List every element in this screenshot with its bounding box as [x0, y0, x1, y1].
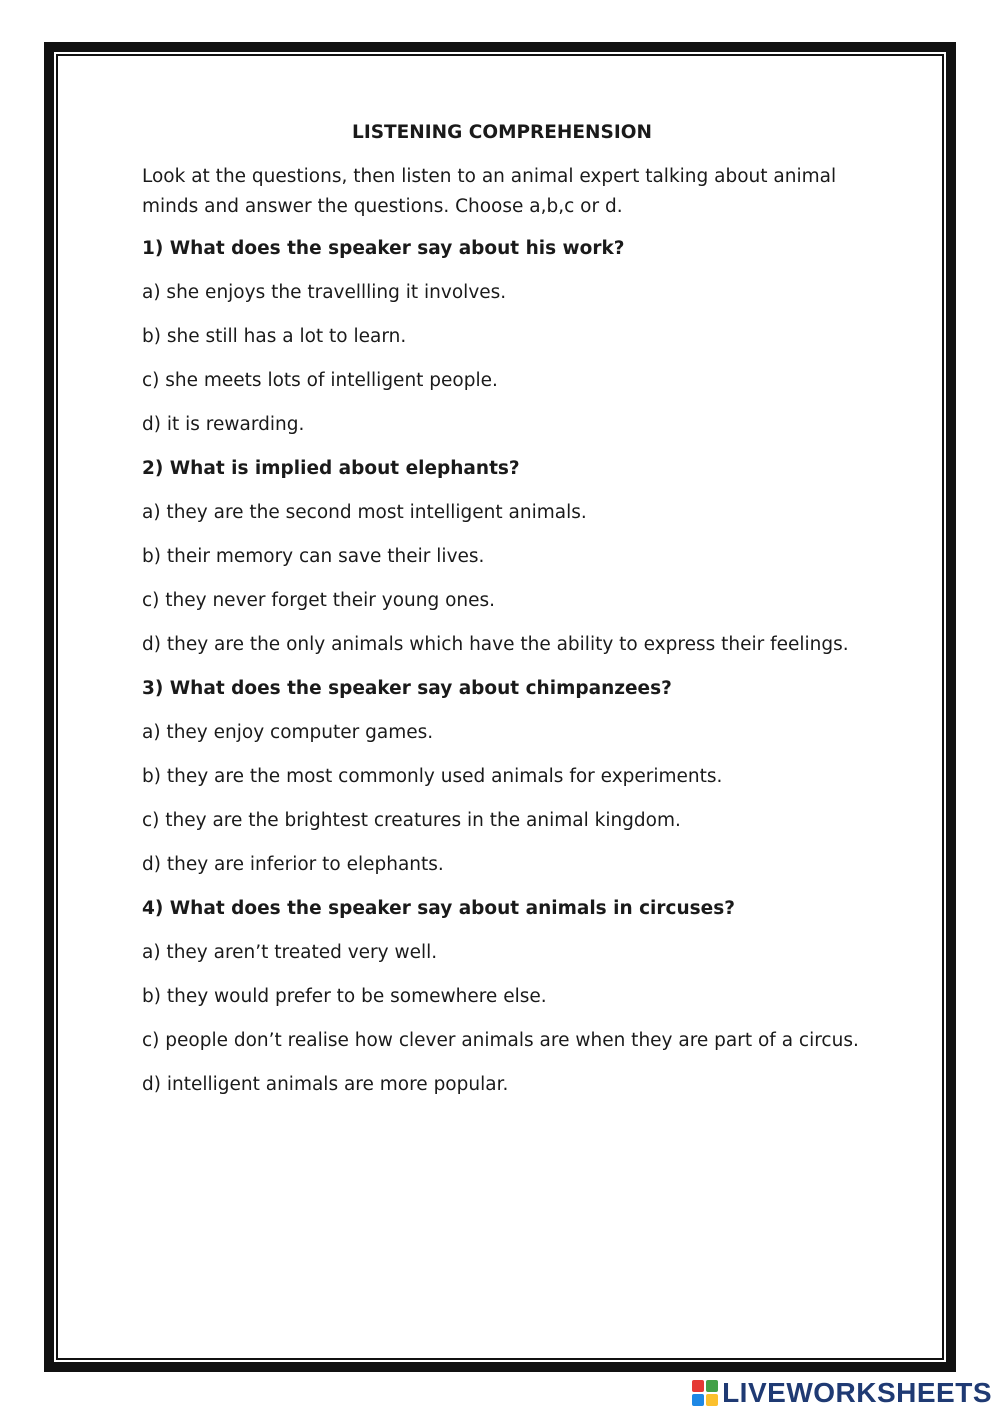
option-1d: d) it is rewarding.: [142, 414, 305, 435]
option-3d: d) they are inferior to elephants.: [142, 854, 444, 875]
option-2c: c) they never forget their young ones.: [142, 590, 496, 611]
question-block-4: [142, 894, 862, 1100]
option-3b: b) they are the most commonly used animals for experiments.: [142, 766, 723, 787]
option-2b: b) their memory can save their lives.: [142, 546, 485, 567]
option-4d: d) intelligent animals are more popular.: [142, 1074, 509, 1095]
option-3a: a) they enjoy computer games.: [142, 722, 434, 743]
question-3: 3) What does the speaker say about chimpanzees?: [142, 678, 672, 699]
logo-square-green: [706, 1380, 718, 1392]
option-3c: c) they are the brightest creatures in the animal kingdom.: [142, 810, 681, 831]
question-block-1: [142, 234, 862, 440]
worksheet-title: LISTENING COMPREHENSION: [352, 122, 652, 143]
liveworksheets-footer[interactable]: [692, 1377, 992, 1409]
option-4c: c) people don’t realise how clever animals are when they are part of a circus.: [142, 1030, 859, 1051]
option-4a: a) they aren’t treated very well.: [142, 942, 438, 963]
option-4b: b) they would prefer to be somewhere else.: [142, 986, 547, 1007]
question-2: 2) What is implied about elephants?: [142, 458, 520, 479]
option-1b: b) she still has a lot to learn.: [142, 326, 407, 347]
worksheet-content: [142, 118, 862, 1114]
option-1a: a) she enjoys the travellling it involves.: [142, 282, 507, 303]
instructions: Look at the questions, then listen to an animal expert talking about animal minds and answer the questions. Choose a,b,c or d.: [142, 166, 837, 217]
option-2a: a) they are the second most intelligent animals.: [142, 502, 587, 523]
logo-square-yellow: [706, 1394, 718, 1406]
question-block-2: [142, 454, 862, 660]
option-1c: c) she meets lots of intelligent people.: [142, 370, 498, 391]
question-4: 4) What does the speaker say about animals in circuses?: [142, 898, 735, 919]
question-1: 1) What does the speaker say about his work?: [142, 238, 625, 259]
question-block-3: [142, 674, 862, 880]
liveworksheets-logo-icon: [692, 1380, 718, 1406]
liveworksheets-brand: LIVEWORKSHEETS: [722, 1377, 992, 1408]
logo-square-blue: [692, 1394, 704, 1406]
logo-square-red: [692, 1380, 704, 1392]
option-2d: d) they are the only animals which have the ability to express their feelings.: [142, 634, 849, 655]
